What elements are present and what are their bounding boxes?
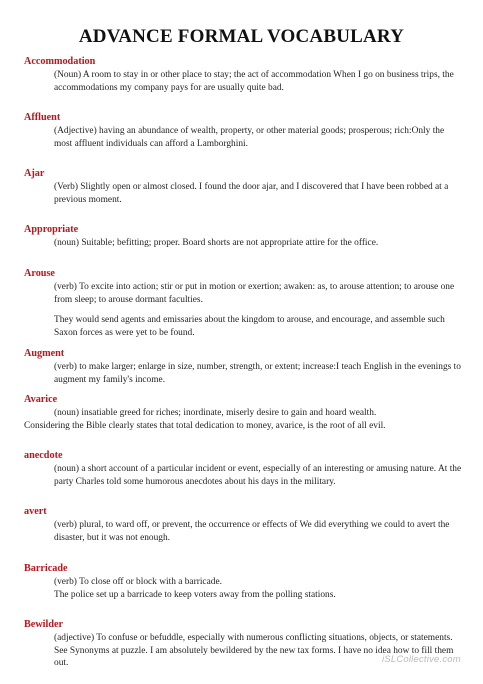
entry-term: avert [24,506,47,517]
entry-example: The police set up a barricade to keep voters away from the polling stations. [54,589,336,600]
entry-definition: (adjective) To confuse or befuddle, especially with numerous conflicting situations, objects, or statements. See Synonyms at puzzle. I am absolutely bewildered by the new tax forms. I have no idea how to fill them out. [54,633,454,669]
entry-definition: (noun) a short account of a particular incident or event, especially of an interesting or amusing nature. At the party Charles told some humorous anecdotes about his days in the military. [54,464,462,487]
entry-avert [24,506,464,544]
entry-term: anecdote [24,450,63,461]
page-title: ADVANCE FORMAL VOCABULARY [78,26,405,47]
entry-definition-part: (verb) To excite into action; stir or put in motion or exertion; awaken: as, to arouse attention; to arouse one from sleep; to arouse dormant faculties. [54,282,455,305]
entry-appropriate [24,224,464,250]
entry-term: Accommodation [24,56,96,67]
entry-definition: (Noun) A room to stay in or other place to stay; the act of accommodation When I go on business trips, the accommodations my company pays for are usually quite bad. [54,70,454,93]
entry-definition-part: (noun) insatiable greed for riches; inordinate, miserly desire to gain and hoard wealth. [54,408,377,418]
entry-anecdote [24,450,464,488]
entry-term: Avarice [24,394,58,405]
entry-term: Barricade [24,563,68,574]
entry-definition [24,407,464,432]
entry-term: Affluent [24,112,61,123]
entry-term: Augment [24,348,65,359]
entry-definition: (verb) plural, to ward off, or prevent, the occurrence or effects of We did everything we could to avert the disaster, but it was not enough. [54,520,450,543]
entry-definition [24,281,464,339]
entry-avarice [24,394,464,432]
entry-term: Arouse [24,268,55,279]
site-watermark: iSLCollective.com [382,654,461,665]
entry-affluent [24,112,464,150]
entry-ajar [24,168,464,206]
entry-definition [24,576,464,601]
entry-definition: (Verb) Slightly open or almost closed. I found the door ajar, and I discovered that I have been robbed at a previous moment. [54,182,449,205]
entry-definition: (verb) to make larger; enlarge in size, number, strength, or extent; increase:I teach English in the evenings to augment my family's income. [54,362,461,385]
entry-term: Appropriate [24,224,79,235]
entry-term: Bewilder [24,619,64,630]
entry-arouse [24,268,464,339]
entry-definition-part: (verb) To close off or block with a barricade. [54,577,222,587]
entry-example: Considering the Bible clearly states that total dedication to money, avarice, is the root of all evil. [24,420,386,431]
entry-barricade [24,563,464,601]
entry-example: They would send agents and emissaries about the kingdom to arouse, and encourage, and assemble such Saxon forces as were yet to be found. [54,315,445,338]
entry-term: Ajar [24,168,45,179]
entry-accommodation [24,56,464,94]
entry-augment [24,348,464,386]
entry-definition: (noun) Suitable; befitting; proper. Board shorts are not appropriate attire for the office. [54,238,379,248]
entry-definition: (Adjective) having an abundance of wealth, property, or other material goods; prosperous; rich:Only the most affluent individuals can afford a Lamborghini. [54,126,445,149]
